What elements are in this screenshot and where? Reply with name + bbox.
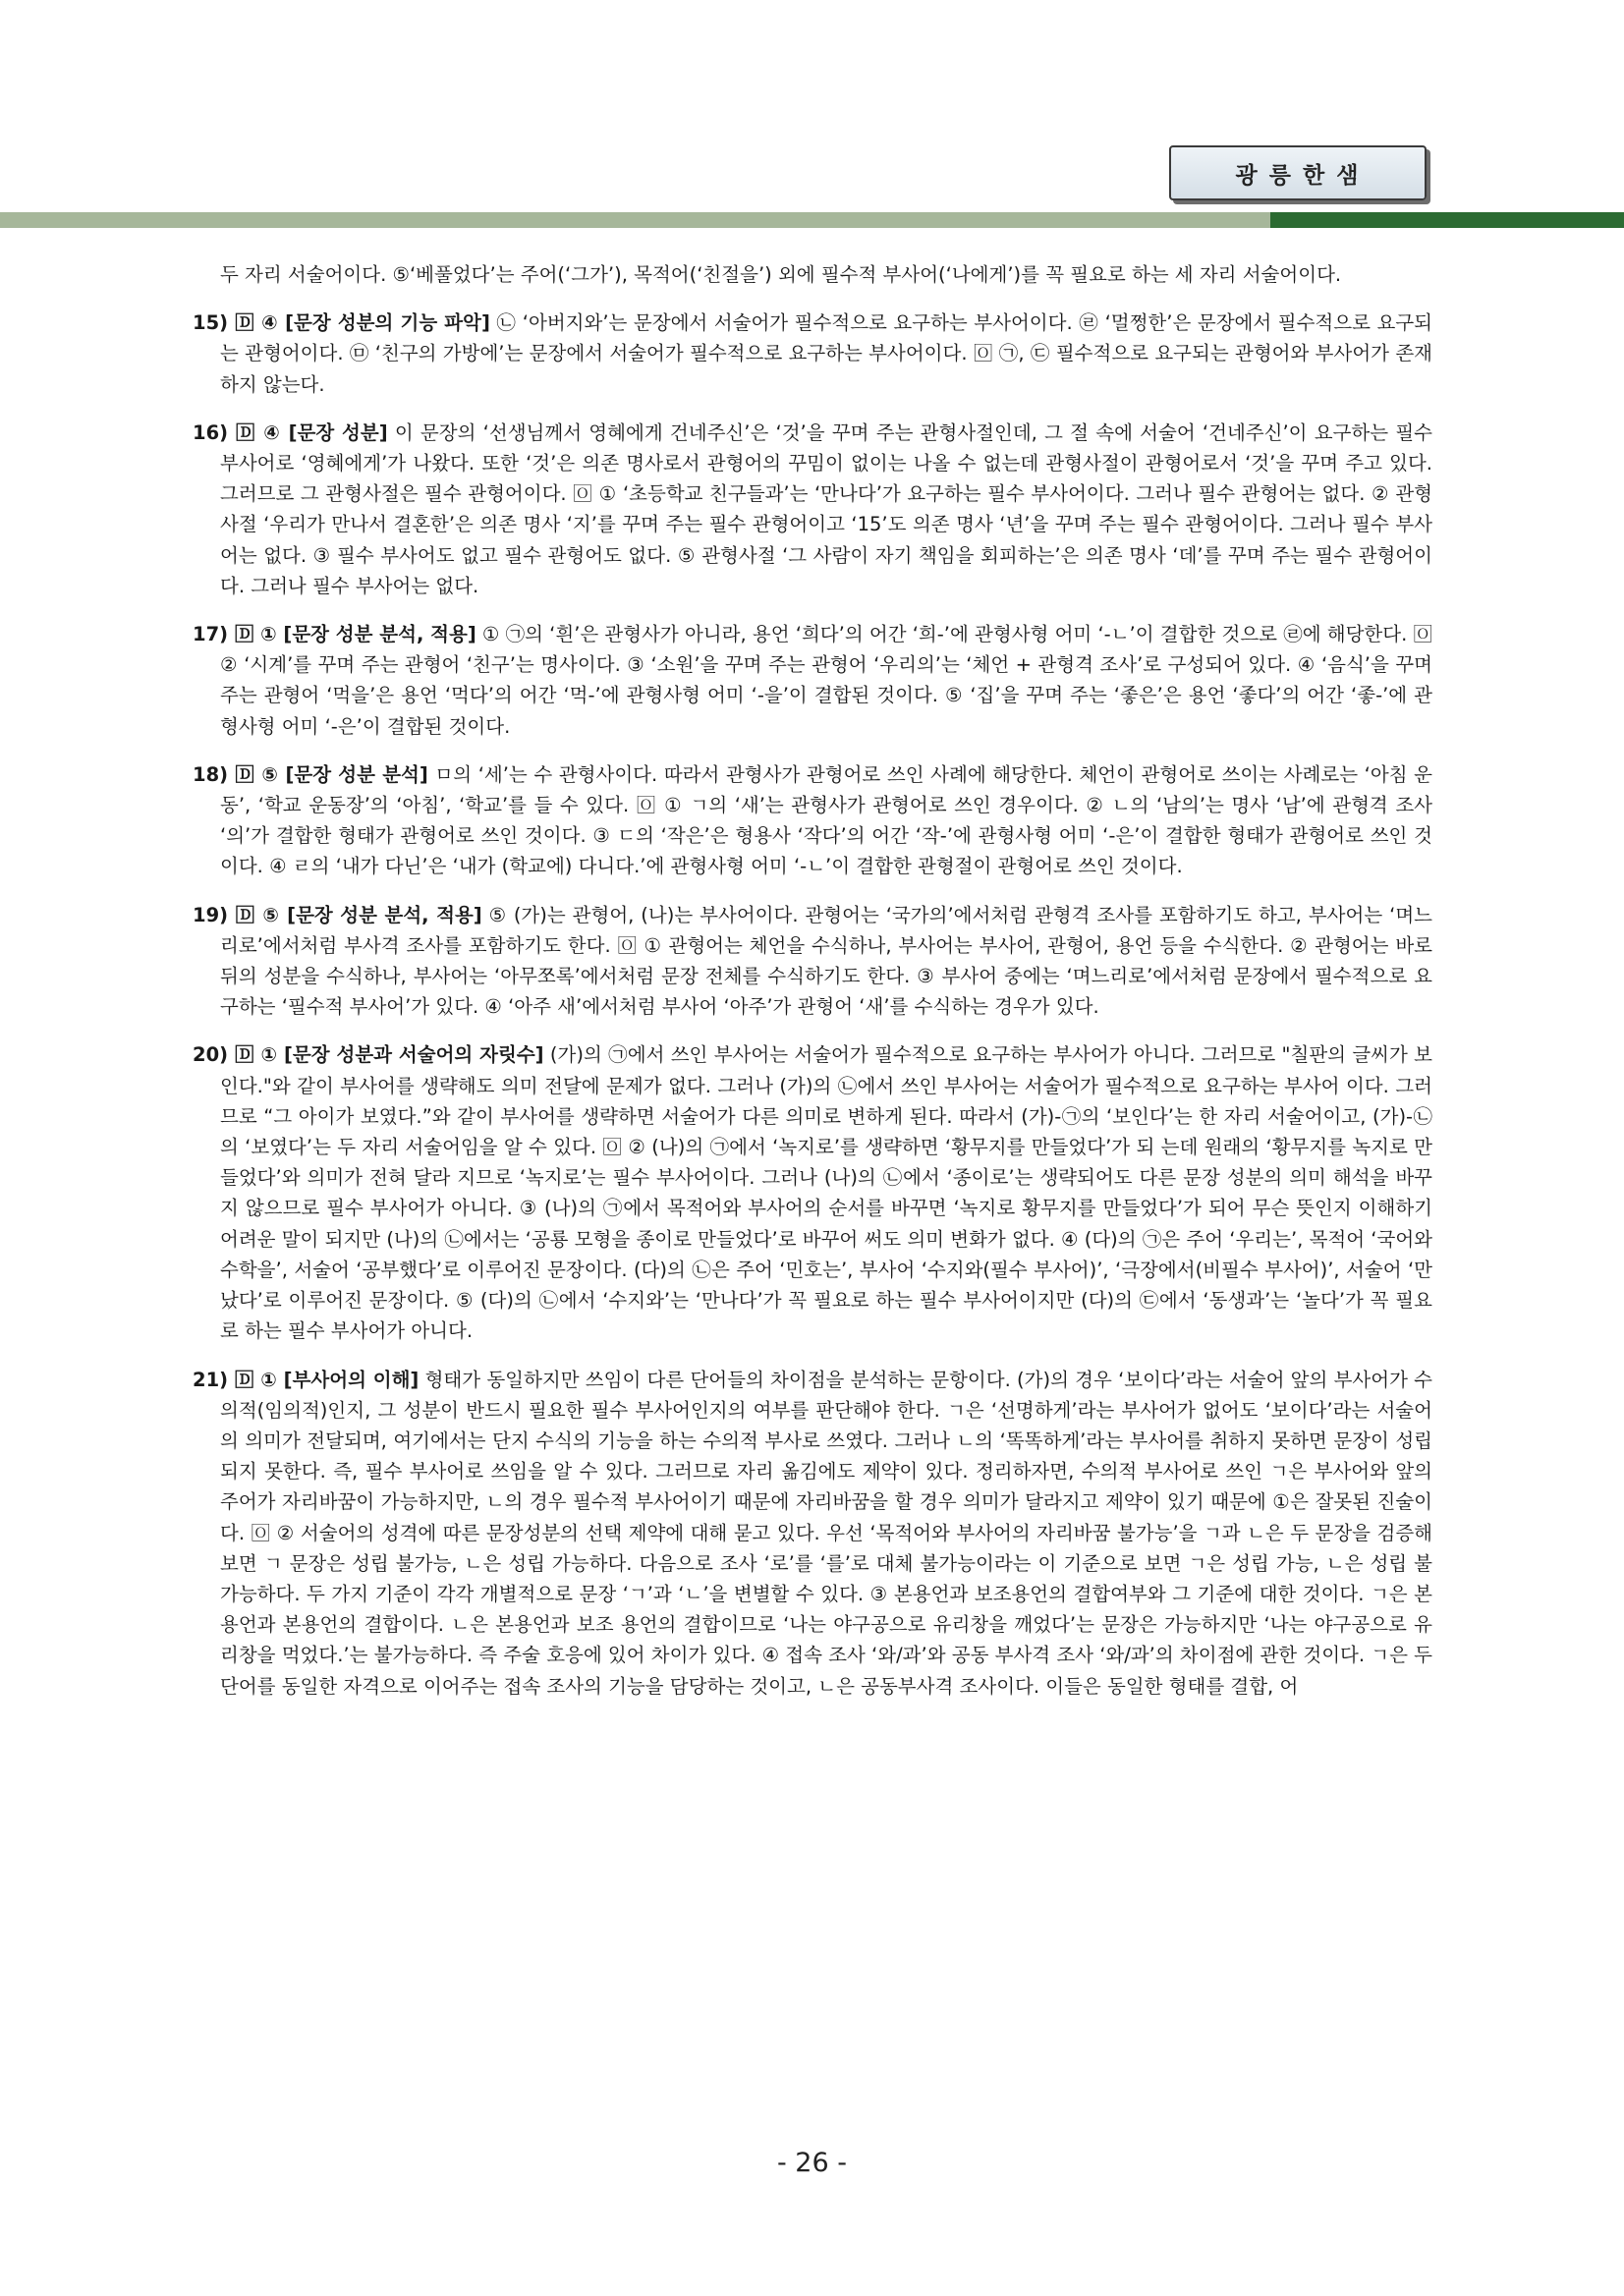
item-lead: 21) 🄳 ① [부사어의 이해] (193, 1368, 420, 1391)
item-lead: 18) 🄳 ⑤ [문장 성분 분석] (193, 762, 428, 786)
item-lead: 19) 🄳 ⑤ [문장 성분 분석, 적용] (193, 903, 482, 926)
answer-item-19 (193, 900, 1432, 1023)
continuation-paragraph: 두 자리 서술어이다. ⑤‘베풀었다’는 주어(‘그가’), 목적어(‘친절을’) 외에 필수적 부사어(‘나에게’)를 꼭 필요로 하는 세 자리 서술어이다. (220, 263, 1342, 286)
item-lead: 16) 🄳 ④ [문장 성분] (193, 420, 388, 444)
answer-item-18 (193, 759, 1432, 882)
item-lead: 15) 🄳 ④ [문장 성분의 기능 파악] (193, 311, 490, 335)
answer-item-17 (193, 619, 1432, 742)
item-body: (가)의 ㉠에서 쓰인 부사어는 서술어가 필수적으로 요구하는 부사어가 아니다. 그러므로 "칠판의 글씨가 보인다."와 같이 부사어를 생략해도 의미 전달에 문제가 없다. 그러나 (가)의 ㉡에서 쓰인 부사어는 서술어가 필수적으로 요구하는 부사어 이다. 그러므로 “그 아이가 보였다.”와 같이 부사어를 생략하면 서술어가 다른 의미로 변하게 된다. 따라서 (가)-㉠의 ‘보인다’는 한 자리 서술어이고, (가)-㉡의 ‘보였다’는 두 자리 서술어임을 알 수 있다. 🄾 ② (나)의 ㉠에서 ‘녹지로’를 생략하면 ‘황무지를 만들었다’가 되 는데 원래의 ‘황무지를 녹지로 만들었다’와 의미가 전혀 달라 지므로 ‘녹지로’는 필수 부사어이다. 그러나 (나)의 ㉡에서 ‘종이로’는 생략되어도 다른 문장 성분의 의미 해석을 바꾸지 않으므로 필수 부사어가 아니다. ③ (나)의 ㉠에서 목적어와 부사어의 순서를 바꾸면 ‘녹지로 황무지를 만들었다’가 되어 무슨 뜻인지 이해하기 어려운 말이 되지만 (나)의 ㉡에서는 ‘공룡 모형을 종이로 만들었다’로 바꾸어 써도 의미 변화가 없다. ④ (다)의 ㉠은 주어 ‘우리는’, 목적어 ‘국어와 수학을’, 서술어 ‘공부했다’로 이루어진 문장이다. (다)의 ㉡은 주어 ‘민호는’, 부사어 ‘수지와(필수 부사어)’, ‘극장에서(비필수 부사어)’, 서술어 ‘만났다’로 이루어진 문장이다. ⑤ (다)의 ㉡에서 ‘수지와’는 ‘만나다’가 꼭 필요로 하는 필수 부사어이지만 (다)의 ㉢에서 ‘동생과’는 ‘놀다’가 꼭 필요로 하는 필수 부사어가 아니다. (220, 1043, 1432, 1343)
answer-item-21 (193, 1365, 1432, 1702)
page-number: - 26 - (776, 2148, 847, 2178)
answer-explanations (193, 259, 1432, 1719)
item-body: ㉡ ‘아버지와’는 문장에서 서술어가 필수적으로 요구하는 부사어이다. ㉣ ‘멀쩡한’은 문장에서 필수적으로 요구되는 관형어이다. ㉤ ‘친구의 가방에’는 문장에서 서술어가 필수적으로 요구하는 부사어이다. 🄾 ㉠, ㉢ 필수적으로 요구되는 관형어와 부사어가 존재하지 않는다. (220, 311, 1432, 396)
item-lead: 17) 🄳 ① [문장 성분 분석, 적용] (193, 623, 476, 646)
item-body: 형태가 동일하지만 쓰임이 다른 단어들의 차이점을 분석하는 문항이다. (가)의 경우 ‘보이다’라는 서술어 앞의 부사어가 수의적(임의적)인지, 그 성분이 반드시 필요한 필수 부사어인지의 여부를 판단해야 한다. ㄱ은 ‘선명하게’라는 부사어가 없어도 ‘보이다’라는 서술어의 의미가 전달되며, 여기에서는 단지 수식의 기능을 하는 수의적 부사로 쓰였다. 그러나 ㄴ의 ‘똑똑하게’라는 부사어를 취하지 못하면 문장이 성립되지 못한다. 즉, 필수 부사어로 쓰임을 알 수 있다. 그러므로 자리 옮김에도 제약이 있다. 정리하자면, 수의적 부사어로 쓰인 ㄱ은 부사어와 앞의 주어가 자리바꿈이 가능하지만, ㄴ의 경우 필수적 부사어이기 때문에 자리바꿈을 할 경우 의미가 달라지고 제약이 있기 때문에 ①은 잘못된 진술이다. 🄾 ② 서술어의 성격에 따른 문장성분의 선택 제약에 대해 묻고 있다. 우선 ‘목적어와 부사어의 자리바꿈 불가능’을 ㄱ과 ㄴ은 두 문장을 검증해보면 ㄱ 문장은 성립 불가능, ㄴ은 성립 가능하다. 다음으로 조사 ‘로’를 ‘를’로 대체 불가능이라는 이 기준으로 보면 ㄱ은 성립 가능, ㄴ은 성립 불가능하다. 두 가지 기준이 각각 개별적으로 문장 ‘ㄱ’과 ‘ㄴ’을 변별할 수 있다. ③ 본용언과 보조용언의 결합여부와 그 기준에 대한 것이다. ㄱ은 본용언과 본용언의 결합이다. ㄴ은 본용언과 보조 용언의 결합이므로 ‘나는 야구공으로 유리창을 깨었다’는 문장은 가능하지만 ‘나는 야구공으로 유리창을 먹었다.’는 불가능하다. 즉 주술 호응에 있어 차이가 있다. ④ 접속 조사 ‘와/과’와 공동 부사격 조사 ‘와/과’의 차이점에 관한 것이다. ㄱ은 두 단어를 동일한 자격으로 이어주는 접속 조사의 기능을 담당하는 것이고, ㄴ은 공동부사격 조사이다. 이들은 동일한 형태를 결합, 어 (220, 1368, 1433, 1698)
item-body: ① ㉠의 ‘흰’은 관형사가 아니라, 용언 ‘희다’의 어간 ‘희-’에 관형사형 어미 ‘-ㄴ’이 결합한 것으로 ㉣에 해당한다. 🄾 ② ‘시계’를 꾸며 주는 관형어 ‘친구’는 명사이다. ③ ‘소원’을 꾸며 주는 관형어 ‘우리의’는 ‘체언 + 관형격 조사’로 구성되어 있다. ④ ‘음식’을 꾸며 주는 관형어 ‘먹을’은 용언 ‘먹다’의 어간 ‘먹-’에 관형사형 어미 ‘-을’이 결합된 것이다. ⑤ ‘집’을 꾸며 주는 ‘좋은’은 용언 ‘좋다’의 어간 ‘좋-’에 관형사형 어미 ‘-은’이 결합된 것이다. (220, 623, 1432, 738)
item-body: ⑤ (가)는 관형어, (나)는 부사어이다. 관형어는 ‘국가의’에서처럼 관형격 조사를 포함하기도 하고, 부사어는 ‘며느리로’에서처럼 부사격 조사를 포함하기도 한다. 🄾 ① 관형어는 체언을 수식하나, 부사어는 부사어, 관형어, 용언 등을 수식한다. ② 관형어는 바로 뒤의 성분을 수식하나, 부사어는 ‘아무쪼록’에서처럼 문장 전체를 수식하기도 한다. ③ 부사어 중에는 ‘며느리로’에서처럼 문장에서 필수적으로 요구하는 ‘필수적 부사어’가 있다. ④ ‘아주 새’에서처럼 부사어 ‘아주’가 관형어 ‘새’를 수식하는 경우가 있다. (220, 903, 1432, 1019)
answer-item-16 (193, 418, 1432, 601)
header-rule-light (0, 212, 1270, 228)
item-lead: 20) 🄳 ① [문장 성분과 서술어의 자릿수] (193, 1043, 544, 1067)
item-body: 이 문장의 ‘선생님께서 영혜에게 건네주신’은 ‘것’을 꾸며 주는 관형사절인데, 그 절 속에 서술어 ‘건네주신’이 요구하는 필수 부사어로 ‘영혜에게’가 나왔다. 또한 ‘것’은 의존 명사로서 관형어의 꾸밈이 없이는 나올 수 없는데 관형사절이 관형어로서 ‘것’을 꾸며 주고 있다. 그러므로 그 관형사절은 필수 관형어이다. 🄾 ① ‘초등학교 친구들과’는 ‘만나다’가 요구하는 필수 부사어이다. 그러나 필수 관형어는 없다. ② 관형사절 ‘우리가 만나서 결혼한’은 의존 명사 ‘지’를 꾸며 주는 필수 관형어이고 ‘15’도 의존 명사 ‘년’을 꾸며 주는 필수 관형어이다. 그러나 필수 부사어는 없다. ③ 필수 부사어도 없고 필수 관형어도 없다. ⑤ 관형사절 ‘그 사람이 자기 책임을 회피하는’은 의존 명사 ‘데’를 꾸며 주는 필수 관형어이다. 그러나 필수 부사어는 없다. (220, 420, 1432, 597)
answer-item-20 (193, 1039, 1432, 1346)
answer-item-15 (193, 308, 1432, 400)
header-rule-dark (1270, 212, 1624, 228)
item-body: ㅁ의 ‘세’는 수 관형사이다. 따라서 관형사가 관형어로 쓰인 사례에 해당한다. 체언이 관형어로 쓰이는 사례로는 ‘아침 운동’, ‘학교 운동장’의 ‘아침’, ‘학교’를 들 수 있다. 🄾 ① ㄱ의 ‘새’는 관형사가 관형어로 쓰인 경우이다. ② ㄴ의 ‘남의’는 명사 ‘남’에 관형격 조사 ‘의’가 결합한 형태가 관형어로 쓰인 것이다. ③ ㄷ의 ‘작은’은 형용사 ‘작다’의 어간 ‘작-’에 관형사형 어미 ‘-은’이 결합한 형태가 관형어로 쓰인 것이다. ④ ㄹ의 ‘내가 다닌’은 ‘내가 (학교에) 다니다.’에 관형사형 어미 ‘-ㄴ’이 결합한 관형절이 관형어로 쓰인 것이다. (220, 762, 1432, 878)
header-badge: 광 릉 한 샘 (1169, 145, 1427, 200)
